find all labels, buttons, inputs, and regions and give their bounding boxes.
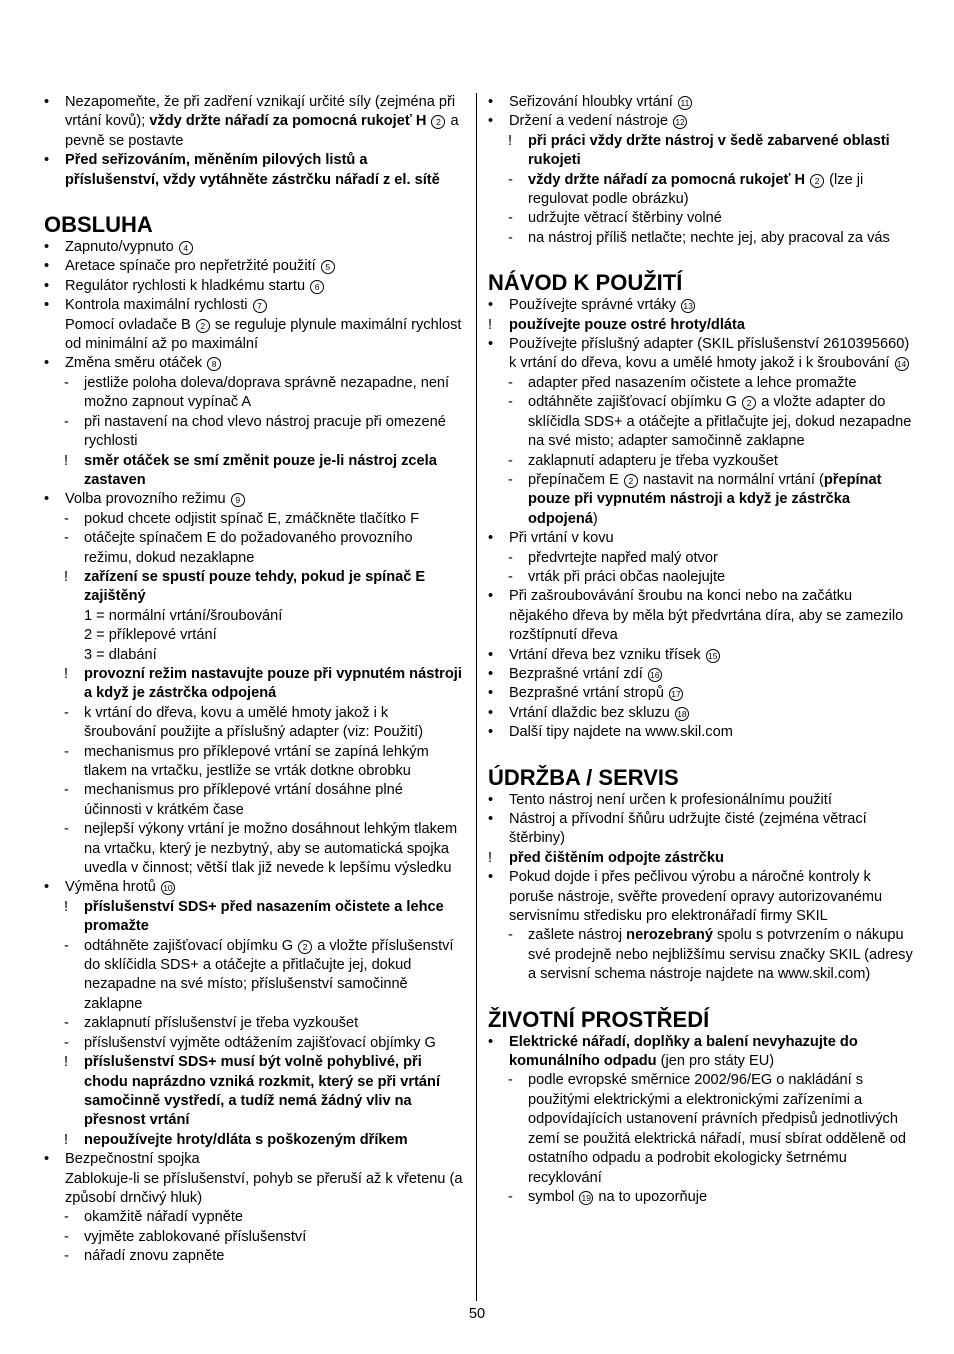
text: Nezapomeňte, že při zadření vznikají určité síly (zejména při vrtání kovů);	[65, 94, 456, 130]
list-item	[488, 393, 913, 451]
dash-marker: -	[508, 452, 513, 469]
bullet-marker: •	[44, 152, 50, 169]
text: zaklapnutí adapteru je třeba vyzkoušet	[528, 452, 778, 469]
list-item	[44, 1034, 464, 1053]
dash-marker: -	[64, 743, 69, 760]
list-item	[44, 316, 464, 355]
list-item	[44, 781, 464, 820]
dash-marker: -	[64, 374, 69, 391]
dash-marker: -	[508, 471, 513, 488]
text: Při vrtání v kovu	[509, 530, 614, 547]
dash-marker: -	[508, 394, 513, 411]
figure-reference: 19	[579, 1191, 593, 1205]
list-item	[44, 151, 464, 190]
dash-marker: -	[508, 1188, 513, 1205]
text: (lze ji regulovat podle obrázku)	[528, 171, 864, 208]
figure-reference: 2	[196, 319, 210, 333]
list-item	[488, 665, 913, 684]
text: nastavit na normální vrtání (	[638, 471, 824, 488]
list-item	[44, 374, 464, 413]
text: spolu s potvrzením o nákupu své prodejně nebo nejbližšímu servisu značky SKIL (adresy a servisní schema nástroje najdete na www.skil.com)	[528, 927, 913, 983]
list-item	[44, 413, 464, 452]
text: Regulátor rychlosti k hladkému startu	[65, 277, 310, 294]
list-item	[488, 587, 913, 645]
bullet-marker: •	[488, 811, 494, 827]
dash-marker: -	[64, 937, 69, 954]
list-item	[488, 132, 913, 171]
figure-reference: 10	[161, 881, 175, 895]
text: jestliže poloha doleva/doprava správně nezapadne, není možno zapnout vypínač A	[84, 374, 450, 411]
list-item	[44, 937, 464, 1015]
bullet-marker: •	[44, 239, 50, 256]
text: pokud chcete odjistit spínač E, zmáčkněte tlačítko F	[84, 510, 420, 527]
list-item	[488, 868, 913, 926]
dash-marker: -	[64, 530, 69, 547]
list-item	[44, 704, 464, 743]
figure-reference: 18	[675, 707, 689, 721]
text: příslušenství vyjměte odtážením zajišťovací objímky G	[84, 1034, 436, 1051]
bullet-marker: •	[488, 1033, 494, 1050]
list-item	[44, 529, 464, 568]
text: Zablokuje-li se příslušenství, pohyb se přeruší až k vřetenu (a způsobí drnčivý hluk)	[65, 1170, 463, 1206]
text: Používejte příslušný adapter (SKIL příslušenství 2610395660) k vrtání do dřeva, kovu a umělé hmoty jakož i k šroubování	[509, 336, 910, 372]
dash-marker: -	[64, 510, 69, 527]
bold-text: nerozebraný	[626, 927, 713, 944]
bullet-marker: •	[44, 1151, 50, 1168]
bullet-marker: •	[488, 704, 494, 721]
figure-reference: 2	[431, 115, 445, 129]
text	[426, 113, 430, 129]
bullet-marker: •	[488, 94, 494, 110]
right-column	[488, 93, 913, 1207]
text: Kontrola maximální rychlosti	[65, 297, 252, 314]
bullet-marker: •	[488, 588, 494, 605]
bullet-marker: •	[44, 879, 50, 896]
dash-marker: -	[508, 374, 513, 391]
text: Používejte správné vrtáky	[509, 297, 681, 314]
list-item	[488, 93, 913, 112]
bold-text: zařízení se spustí pouze tehdy, pokud je spínač E zajištěný	[84, 568, 426, 605]
list-item	[44, 646, 464, 665]
text: Výměna hrotů	[65, 879, 160, 896]
text: zašlete nástroj	[528, 927, 627, 944]
list-item	[488, 1071, 913, 1187]
dash-marker: -	[64, 1209, 69, 1226]
bold-text: provozní režim nastavujte pouze při vypnutém nástroji a když je zástrčka odpojená	[84, 665, 462, 702]
list-item	[488, 452, 913, 471]
list-item	[488, 704, 913, 723]
list-item	[44, 277, 464, 296]
text: se reguluje plynule maximální rychlost od minimální až po maximální	[65, 316, 462, 353]
text: a vložte adapter do sklíčidla SDS+ a otáčejte a přitlačujte jej, dokud nezapadne na své misto; adapter samočinně zaklapne	[528, 394, 912, 450]
dash-marker: -	[64, 1248, 69, 1265]
list-item	[44, 878, 464, 897]
warning-marker: !	[64, 665, 69, 682]
column-divider	[476, 93, 477, 1301]
list-item	[488, 568, 913, 587]
list-item	[44, 257, 464, 276]
text: 2 = příklepové vrtání	[84, 627, 217, 644]
figure-reference: 7	[253, 299, 267, 313]
warning-marker: !	[64, 898, 69, 915]
text: Vrtání dlaždic bez skluzu	[509, 704, 674, 721]
dash-marker: -	[64, 704, 69, 721]
dash-marker: -	[508, 171, 513, 188]
dash-marker: -	[508, 568, 513, 585]
section-heading: ŽIVOTNÍ PROSTŘEDÍ	[488, 1006, 710, 1032]
text: Zapnuto/vypnuto	[65, 239, 178, 256]
section-heading: OBSLUHA	[44, 212, 153, 238]
figure-reference: 2	[810, 174, 824, 188]
text: Bezpečnostní spojka	[65, 1151, 200, 1168]
figure-reference: 2	[742, 396, 756, 410]
list-item	[488, 646, 913, 665]
list-item	[44, 296, 464, 315]
text: při nastavení na chod vlevo nástroj pracuje při omezené rychlosti	[84, 413, 446, 450]
bold-text: při práci vždy držte nástroj v šedě zabarvené oblasti rukojeti	[528, 132, 890, 169]
text: a pevně se postavte	[65, 113, 459, 149]
dash-marker: -	[64, 1015, 69, 1032]
warning-marker: !	[64, 1054, 69, 1071]
text: vyjměte zablokované příslušenství	[84, 1228, 307, 1245]
text: )	[592, 510, 598, 527]
list-item	[488, 112, 913, 131]
figure-reference: 12	[673, 115, 687, 129]
list-item	[44, 238, 464, 257]
list-item	[44, 898, 464, 937]
list-item	[44, 354, 464, 373]
list-item	[44, 1014, 464, 1033]
figure-reference: 17	[669, 687, 683, 701]
text: Seřizování hloubky vrtání	[509, 94, 677, 110]
list-item	[488, 849, 913, 868]
section-heading: ÚDRŽBA / SERVIS	[488, 764, 679, 790]
page-number: 50	[468, 1306, 486, 1322]
list-item	[44, 743, 464, 782]
text: 1 = normální vrtání/šroubování	[84, 607, 283, 624]
list-item	[488, 374, 913, 393]
text: Při zašroubovávání šroubu na konci nebo na začátku nějakého dřeva by měla být předvrtána díra, aby se zamezilo rozštípnutí dřeva	[509, 588, 904, 644]
bullet-marker: •	[488, 665, 494, 682]
text: odtáhněte zajišťovací objímku G	[528, 394, 742, 411]
list-item	[44, 1247, 464, 1266]
dash-marker: -	[508, 549, 513, 566]
text: zaklapnutí příslušenství je třeba vyzkoušet	[84, 1015, 359, 1032]
list-item	[488, 926, 913, 984]
bullet-marker: •	[44, 491, 50, 508]
bold-text: vždy držte nářadí za pomocná rukojeť H	[528, 171, 806, 188]
text: odtáhněte zajišťovací objímku G	[84, 937, 298, 954]
dash-marker: -	[64, 1228, 69, 1245]
list-item	[488, 723, 913, 742]
text: vrták při práci občas naolejujte	[528, 568, 726, 585]
bullet-marker: •	[488, 724, 494, 741]
text: udržujte větrací štěrbiny volné	[528, 210, 722, 227]
text: Nástroj a přívodní šňůru udržujte čisté (zejména větrací štěrbiny)	[509, 811, 867, 847]
text: Pokud dojde i přes pečlivou výrobu a náročné kontroly k poruše nástroje, svěřte provedení opravy autorizovanému servisnímu středisku pro elektronářadí firmy SKIL	[509, 869, 883, 925]
warning-marker: !	[64, 452, 69, 469]
list-item	[44, 1208, 464, 1227]
list-item	[488, 229, 913, 248]
figure-reference: 4	[179, 241, 193, 255]
bold-text: směr otáček se smí změnit pouze je-li nástroj zcela zastaven	[84, 452, 437, 488]
bullet-marker: •	[488, 530, 494, 547]
list-item	[44, 1053, 464, 1131]
figure-reference: 15	[706, 649, 720, 663]
figure-reference: 2	[624, 474, 638, 488]
warning-marker: !	[488, 316, 493, 333]
text: přepínačem E	[528, 471, 623, 488]
list-item	[488, 1188, 913, 1207]
list-item	[488, 209, 913, 228]
bold-text: Před seřizováním, měněním pilových listů a příslušenství, vždy vytáhněte zástrčku nářadí z el. sítě	[65, 152, 440, 188]
dash-marker: -	[64, 1034, 69, 1051]
bullet-marker: •	[488, 297, 494, 314]
list-item	[44, 626, 464, 645]
warning-marker: !	[64, 1131, 69, 1148]
list-item	[488, 810, 913, 849]
bold-text: vždy držte nářadí za pomocná rukojeť H	[149, 113, 427, 130]
bullet-marker: •	[44, 355, 50, 372]
section-gap	[488, 248, 913, 270]
list-item	[488, 316, 913, 335]
list-item	[44, 665, 464, 704]
text: k vrtání do dřeva, kovu a umělé hmoty jakož i k šroubování použijte a příslušný adapter (viz: Použití)	[84, 704, 424, 741]
text: Bezprašné vrtání stropů	[509, 685, 668, 702]
dash-marker: -	[508, 229, 513, 246]
text: nejlepší výkony vrtání je možno dosáhnout lehkým tlakem na vrtačku, který je nezbytný, aby se automatická spojka uvedla v činnost; větší tlak již nevede k lepšímu výsledku	[84, 821, 458, 877]
list-item	[44, 490, 464, 509]
bullet-marker: •	[44, 297, 50, 314]
warning-marker: !	[64, 568, 69, 585]
dash-marker: -	[64, 413, 69, 430]
bullet-marker: •	[44, 277, 50, 294]
text: mechanismus pro příklepové vrtání se zapíná lehkým tlakem na vrtačku, jestliže se vrták dotkne obrobku	[84, 743, 429, 779]
text: mechanismus pro příklepové vrtání dosáhne plné účinnosti v krátkém čase	[84, 782, 403, 818]
list-item	[44, 93, 464, 151]
figure-reference: 2	[298, 940, 312, 954]
bullet-marker: •	[44, 258, 50, 275]
list-item	[44, 452, 464, 491]
left-column	[44, 93, 464, 1267]
text: (jen pro státy EU)	[656, 1053, 775, 1070]
text: Změna směru otáček	[65, 355, 207, 372]
warning-marker: !	[488, 849, 493, 866]
text: Aretace spínače pro nepřetržité použití	[65, 258, 320, 275]
list-item	[488, 171, 913, 210]
bold-text: nepoužívejte hroty/dláta s poškozeným dříkem	[84, 1131, 408, 1148]
list-item	[488, 335, 913, 374]
text: Další tipy najdete na www.skil.com	[509, 724, 733, 741]
figure-reference: 14	[895, 357, 909, 371]
list-item	[488, 791, 913, 810]
bullet-marker: •	[488, 646, 494, 663]
list-item	[488, 549, 913, 568]
figure-reference: 9	[231, 493, 245, 507]
text: adapter před nasazením očistete a lehce promažte	[528, 374, 857, 391]
figure-reference: 5	[321, 260, 335, 274]
text: na to upozorňuje	[594, 1188, 708, 1205]
bullet-marker: •	[488, 685, 494, 702]
bold-text: před čištěním odpojte zástrčku	[509, 849, 724, 866]
bold-text: používejte pouze ostré hroty/dláta	[509, 316, 745, 333]
list-item	[44, 1228, 464, 1247]
list-item	[44, 1170, 464, 1209]
list-item	[488, 471, 913, 529]
figure-reference: 6	[310, 280, 324, 294]
dash-marker: -	[508, 927, 513, 944]
dash-marker: -	[64, 782, 69, 799]
dash-marker: -	[64, 821, 69, 838]
warning-marker: !	[508, 132, 513, 149]
text: okamžitě nářadí vypněte	[84, 1209, 243, 1226]
list-item	[488, 1033, 913, 1072]
bullet-marker: •	[488, 336, 494, 353]
text: Tento nástroj není určen k profesionálnímu použití	[509, 791, 832, 808]
dash-marker: -	[508, 1072, 513, 1089]
list-item	[44, 607, 464, 626]
bullet-marker: •	[488, 869, 494, 886]
text	[805, 172, 809, 188]
text: Pomocí ovladače B	[65, 316, 195, 333]
section-gap	[44, 190, 464, 212]
list-item	[44, 568, 464, 607]
section-gap	[488, 985, 913, 1007]
text: Bezprašné vrtání zdí	[509, 665, 647, 682]
bold-text: příslušenství SDS+ musí být volně pohyblivé, při chodu naprázdno vzniká rozkmit, který se při vrtání samočinně vystředí, a tudíž nemá žádný vliv na přesnost vrtání	[84, 1054, 441, 1129]
text: Držení a vedení nástroje	[509, 113, 673, 130]
list-item	[44, 1131, 464, 1150]
text: otáčejte spínačem E do požadovaného provozního režimu, dokud nezaklapne	[84, 530, 413, 566]
list-item	[488, 296, 913, 315]
text: nářadí znovu zapněte	[84, 1248, 225, 1265]
bullet-marker: •	[488, 113, 494, 130]
list-item	[44, 1150, 464, 1169]
text: 3 = dlabání	[84, 646, 157, 663]
figure-reference: 13	[681, 299, 695, 313]
bold-text: příslušenství SDS+ před nasazením očistete a lehce promažte	[84, 898, 444, 935]
text: symbol	[528, 1188, 579, 1205]
bold-text: Elektrické nářadí, doplňky a balení nevyhazujte do komunálního odpadu	[509, 1033, 858, 1070]
bullet-marker: •	[44, 94, 50, 110]
section-gap	[488, 743, 913, 765]
figure-reference: 8	[207, 357, 221, 371]
text: předvrtejte napřed malý otvor	[528, 549, 718, 566]
figure-reference: 16	[648, 668, 662, 682]
list-item	[44, 510, 464, 529]
list-item	[488, 684, 913, 703]
text: Vrtání dřeva bez vzniku třísek	[509, 646, 705, 663]
section-heading: NÁVOD K POUŽITÍ	[488, 270, 683, 296]
text: Volba provozního režimu	[65, 491, 230, 508]
text: na nástroj příliš netlačte; nechte jej, aby pracoval za vás	[528, 229, 890, 246]
bold-text: přepínat pouze při vypnutém nástroji a když je zástrčka odpojená	[528, 471, 882, 527]
figure-reference: 11	[678, 96, 692, 110]
text: podle evropské směrnice 2002/96/EG o nakládání s použitými elektrickými a elektronickými zařízeními a odpovídajících ustanovení právních předpisů jednotlivých zemí se použitá elektrická nářadí, musí sbírat odděleně od ostatního odpadu a podrobit ekologicky šetrnému recyklování	[528, 1072, 907, 1186]
dash-marker: -	[508, 210, 513, 227]
bullet-marker: •	[488, 791, 494, 808]
list-item	[44, 820, 464, 878]
list-item	[488, 529, 913, 548]
text: a vložte příslušenství do sklíčidla SDS+ a otáčejte a přitlačujte jej, dokud nezapadne na své místo; příslušenství samočinně zaklapne	[84, 937, 454, 1012]
